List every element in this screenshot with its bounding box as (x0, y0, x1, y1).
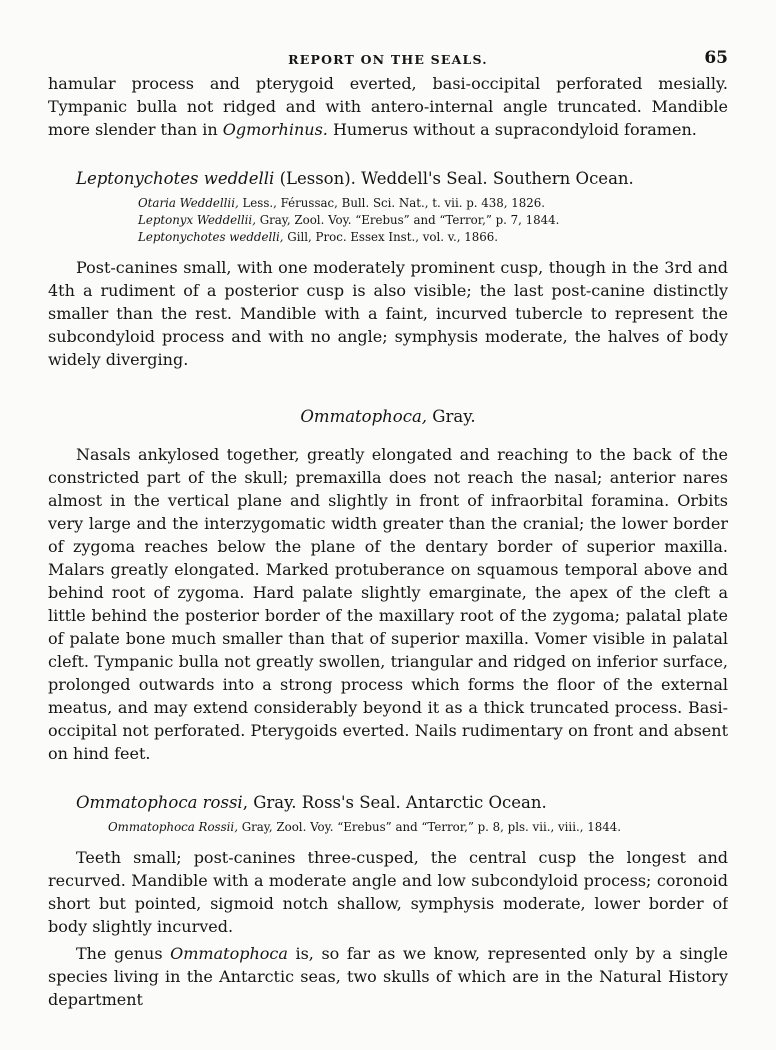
synonym-reference: Gray, Zool. Voy. “Erebus” and “Terror,” p. 8, pls. vii., viii., 1844. (237, 820, 622, 834)
closing-genus-name: Ommatophoca (170, 944, 288, 963)
genus-author: Gray. (427, 407, 476, 426)
running-head (48, 44, 728, 72)
synonym-reference: Gill, Proc. Essex Inst., vol. v., 1866. (283, 230, 499, 244)
page (48, 44, 728, 1034)
intro-paragraph (48, 72, 728, 141)
synonymy-ross (108, 819, 728, 836)
intro-text-2: Humerus without a supracondyloid foramen. (327, 120, 697, 139)
synonym-name: Leptonychotes weddelli, (138, 230, 284, 244)
genus-heading (48, 405, 728, 429)
synonym-name: Leptonyx Weddellii, (138, 213, 256, 227)
synonym-reference: Less., Férussac, Bull. Sci. Nat., t. vii. p. 438, 1826. (238, 196, 546, 210)
page-number: 65 (704, 48, 728, 68)
closing-text-1: The genus (76, 944, 171, 963)
synonymy-weddell (138, 195, 728, 246)
synonym-name: Ommatophoca Rossii, (108, 820, 238, 834)
running-title: REPORT ON THE SEALS. (288, 52, 488, 67)
intro-text-1: hamular process and pterygoid everted, basi-occipital perforated mesially. Tympanic bulla not ridged and with antero-internal angle truncated. Mandible more slender than in (48, 74, 728, 139)
genus-name: Ommatophoca, (300, 407, 428, 426)
synonym-reference: Gray, Zool. Voy. “Erebus” and “Terror,” p. 7, 1844. (255, 213, 560, 227)
species-name-ross: Ommatophoca rossi (76, 793, 243, 812)
weddell-description: Post-canines small, with one moderately prominent cusp, though in the 3rd and 4th a rudiment of a posterior cusp is also visible; the last post-canine distinctly smaller than the rest. Mandible with a faint, incurved tubercle to represent the subcondyloid process and with no angle; symphysis moderate, the halves of body widely diverging. (48, 258, 728, 369)
synonym-name: Otaria Weddellii, (138, 196, 239, 210)
synonym-line (138, 229, 728, 246)
synonym-line (138, 195, 728, 212)
intro-genus-ogmorhinus: Ogmorhinus. (222, 120, 328, 139)
species-heading-weddell (76, 167, 728, 191)
species-common-weddell: (Lesson). Weddell's Seal. Southern Ocean. (274, 169, 634, 188)
ross-description: Teeth small; post-canines three-cusped, the central cusp the longest and recurved. Mandible with a moderate angle and low subcondyloid process; coronoid short but pointed, sigmoid notch shallow, symphysis moderate, lower border of body slightly incurved. (48, 848, 728, 936)
synonym-line (138, 212, 728, 229)
species-name-weddell: Leptonychotes weddelli (76, 169, 275, 188)
genus-description: Nasals ankylosed together, greatly elongated and reaching to the back of the constricted part of the skull; premaxilla does not reach the nasal; anterior nares almost in the vertical plane and slightly in front of infraorbital foramina. Orbits very large and the interzygomatic width greater than the cranial; the lower border of zygoma reaches below the plane of the dentary border of superior maxilla. Malars greatly elongated. Marked protuberance on squamous temporal above and behind root of zygoma. Hard palate slightly emarginate, the apex of the cleft a little behind the posterior border of the maxillary root of the zygoma; palatal plate of palate bone much smaller than that of superior maxilla. Vomer visible in palatal cleft. Tympanic bulla not greatly swollen, triangular and ridged on inferior surface, prolonged outwards into a strong process which forms the floor of the external meatus, and may extend considerably beyond it as a thick truncated process. Basi-occipital not perforated. Pterygoids everted. Nails rudimentary on front and absent on hind feet. (48, 445, 728, 763)
species-heading-ross (76, 791, 728, 815)
species-common-ross: , Gray. Ross's Seal. Antarctic Ocean. (242, 793, 547, 812)
closing-text-2: is, so far as we know, represented only by a single species living in the Antarctic seas, two skulls of which are in the Natural History department (48, 944, 728, 1009)
closing-paragraph (48, 942, 728, 1011)
